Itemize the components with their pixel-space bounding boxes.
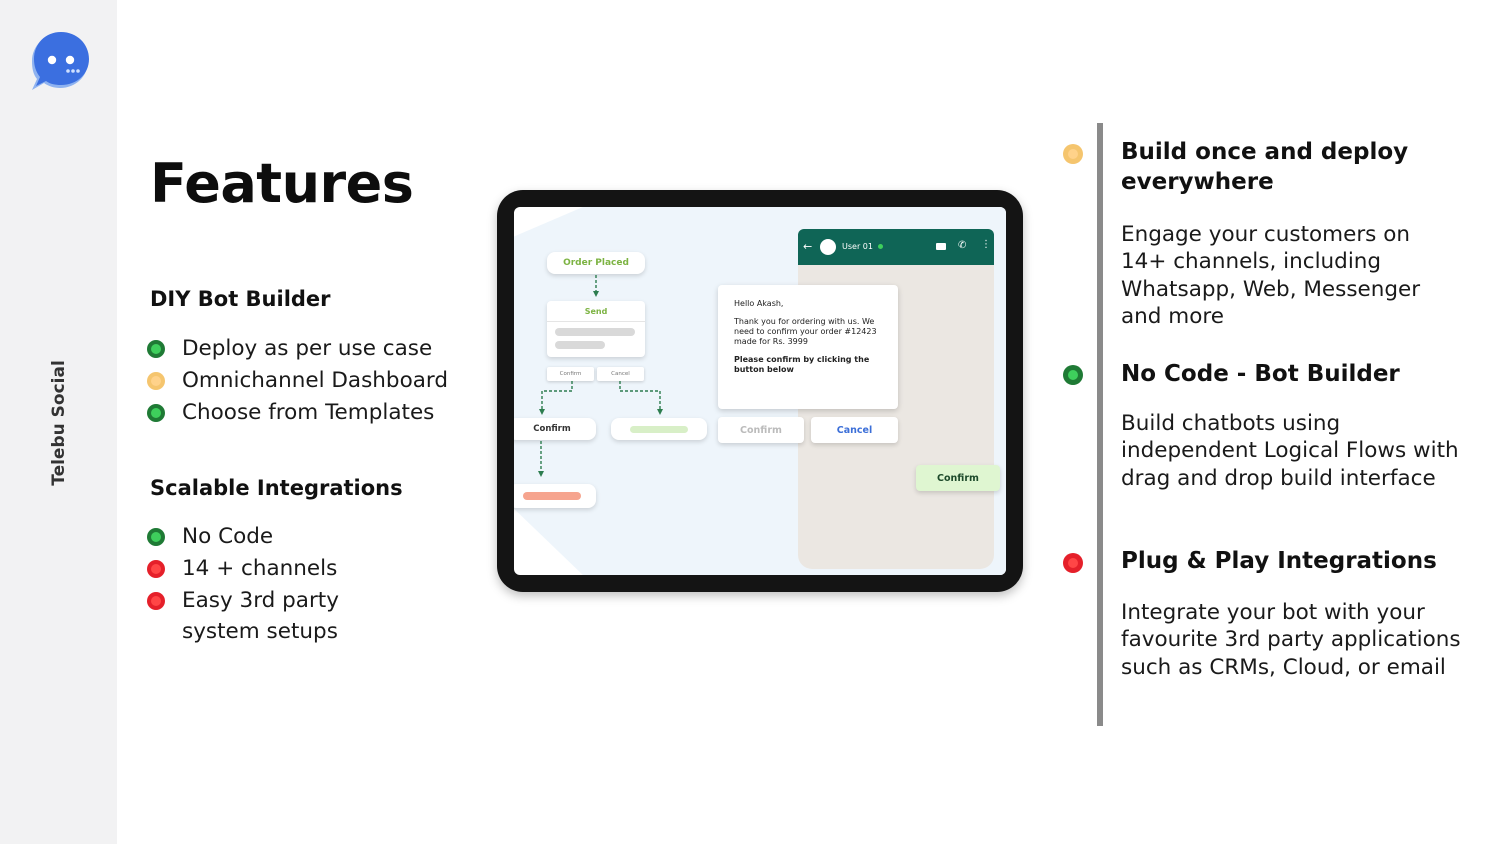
feature-body-deploy: Engage your customers on 14+ channels, including Whatsapp, Web, Messenger and more: [1121, 222, 1421, 329]
section-heading-diy: DIY Bot Builder: [150, 287, 331, 311]
page-title: Features: [150, 152, 414, 215]
feature-body-nocode: Build chatbots using independent Logical Flows with drag and drop build interface: [1121, 411, 1459, 491]
flow-branch-arrows-icon: [536, 381, 666, 417]
flow-node-confirm[interactable]: Confirm: [514, 418, 596, 440]
list-item: Choose from Templates: [147, 397, 448, 429]
diy-feature-list: [147, 333, 448, 428]
flow-node-send-label: Send: [547, 301, 645, 322]
avatar: [820, 239, 836, 255]
list-item: Omnichannel Dashboard: [147, 365, 448, 397]
flow-node-send[interactable]: [547, 301, 645, 357]
chat-user-name: User 01: [842, 242, 873, 251]
chat-message-card: [718, 285, 898, 409]
feature-heading-deploy: Build once and deploy everywhere: [1121, 139, 1409, 195]
status-dot-icon: [147, 560, 165, 578]
message-body: Thank you for ordering with us. We need to confirm your order #12423 made for Rs. 3999: [734, 317, 877, 346]
status-dot-icon: [1063, 553, 1083, 573]
status-dot-icon: [147, 404, 165, 422]
tablet-mockup: [497, 190, 1023, 592]
list-item: Deploy as per use case: [147, 333, 448, 365]
message-greeting: Hello Akash,: [734, 299, 784, 308]
brand-sidebar: [0, 0, 117, 844]
list-item: 14 + channels: [147, 553, 339, 585]
more-options-icon[interactable]: ⋮: [981, 239, 991, 250]
flow-arrow-icon: [592, 275, 600, 299]
feature-body-integrations: Integrate your bot with your favourite 3rd party applications such as CRMs, Cloud, or email: [1121, 600, 1461, 680]
reply-confirm-bubble[interactable]: Confirm: [916, 465, 1000, 491]
chat-bubble-logo-icon: [28, 30, 92, 94]
placeholder-bar: [555, 341, 605, 349]
status-dot-icon: [147, 372, 165, 390]
online-status-icon: [878, 244, 883, 249]
flow-node-blank[interactable]: [611, 418, 707, 440]
back-arrow-icon[interactable]: ←: [803, 240, 813, 253]
integrations-feature-list: [147, 521, 339, 648]
tablet-screen: [514, 207, 1006, 575]
status-dot-icon: [147, 592, 165, 610]
cancel-button[interactable]: Cancel: [811, 417, 898, 443]
confirm-button[interactable]: Confirm: [718, 417, 804, 443]
chat-header: [798, 229, 994, 265]
flow-mini-cancel[interactable]: Cancel: [597, 367, 644, 381]
status-dot-icon: [1063, 365, 1083, 385]
flow-node-end[interactable]: [514, 484, 596, 508]
flow-arrow-icon: [537, 441, 545, 481]
flow-mini-confirm[interactable]: Confirm: [547, 367, 594, 381]
placeholder-bar: [555, 328, 635, 336]
video-call-icon[interactable]: [936, 243, 946, 250]
status-dot-icon: [147, 528, 165, 546]
feature-heading-integrations: Plug & Play Integrations: [1121, 548, 1437, 574]
section-heading-integrations: Scalable Integrations: [150, 476, 403, 500]
list-item: Easy 3rd party: [147, 585, 339, 617]
list-item: No Code: [147, 521, 339, 553]
phone-call-icon[interactable]: ✆: [958, 240, 967, 251]
feature-heading-nocode: No Code - Bot Builder: [1121, 361, 1400, 387]
flow-node-order-placed[interactable]: Order Placed: [547, 252, 645, 274]
list-item: system setups: [182, 619, 338, 645]
timeline-divider: [1097, 123, 1103, 726]
brand-name: Telebu Social: [49, 360, 69, 486]
message-cta: Please confirm by clicking the button below: [734, 355, 870, 374]
status-dot-icon: [147, 340, 165, 358]
status-dot-icon: [1063, 144, 1083, 164]
